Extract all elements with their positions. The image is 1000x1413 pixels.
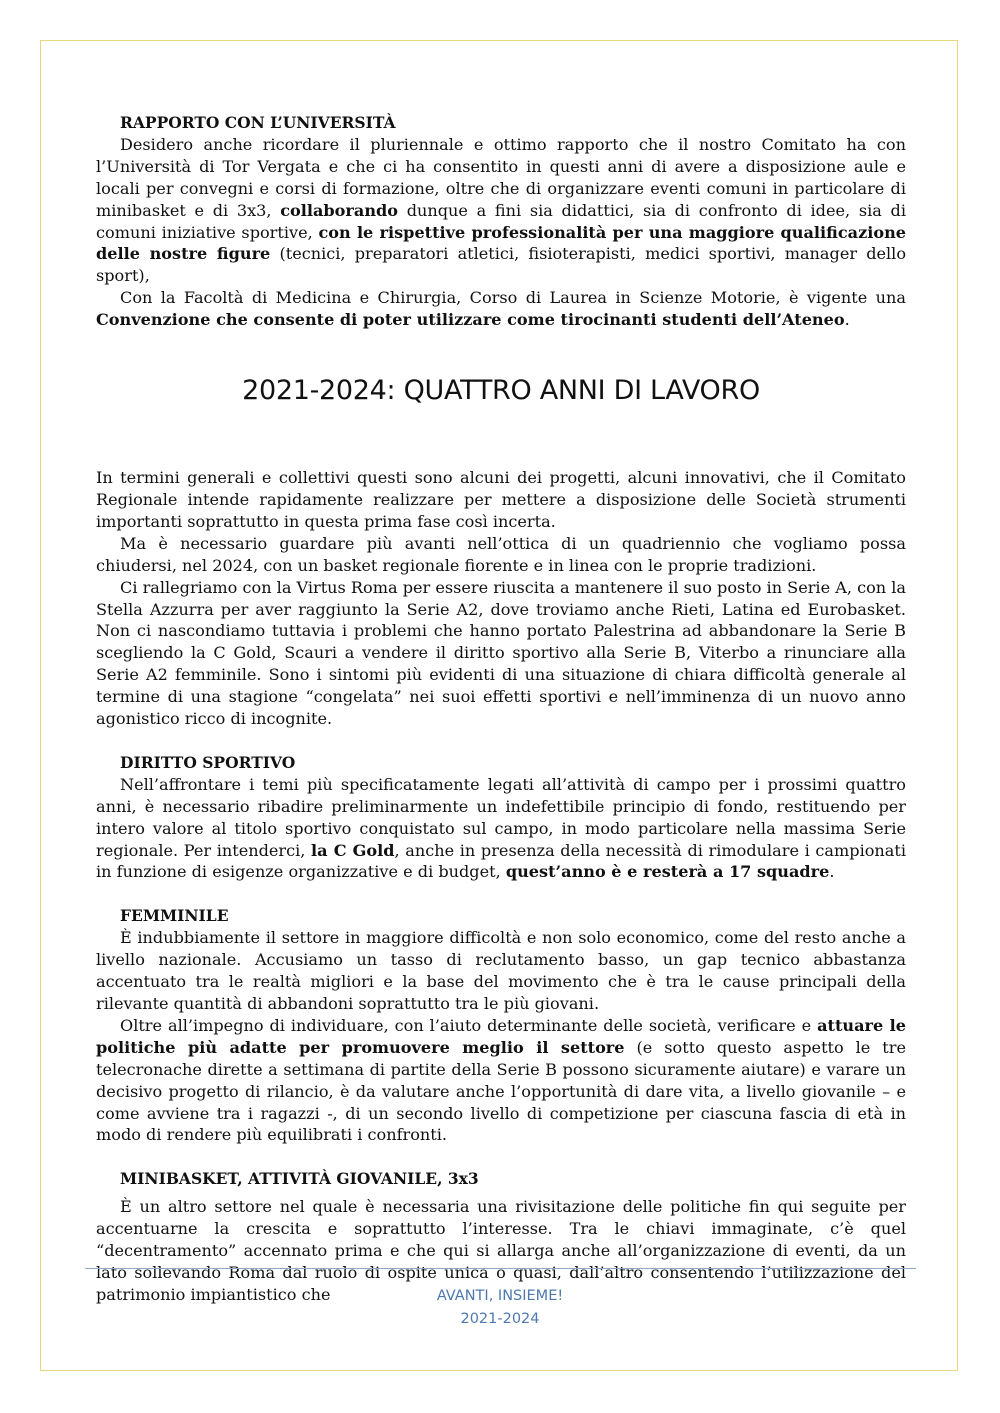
text-run: . xyxy=(844,310,850,330)
heading-diritto: DIRITTO SPORTIVO xyxy=(120,752,296,772)
bold-text-run: quest’anno è e resterà a 17 squadre xyxy=(505,862,830,882)
document-body xyxy=(96,112,906,1306)
text-run: (e sotto questo aspetto le tre telecronache dirette a settimana di partite della Serie B possono sicuramente aiutare) e varare un decisivo progetto di rilancio, è da valutare anche l’opportunità di dare vita, a livello giovanile – e come avviene tra i ragazzi -, di un secondo livello di competizione per ciascuna fascia di età in modo di rendere più equilibrati i confronti. xyxy=(96,1037,906,1145)
footer-years: 2021-2024 xyxy=(460,1311,540,1327)
section-title: 2021-2024: QUATTRO ANNI DI LAVORO xyxy=(242,375,760,407)
text-run: . xyxy=(829,862,835,882)
text-run: , anche in presenza della necessità di rimodulare i campionati in funzione di esigenze organizzative e di budget, xyxy=(96,840,906,882)
bold-text-run: con le rispettive professionalità per una maggiore qualificazione delle nostre figure xyxy=(96,222,907,264)
heading-universita: RAPPORTO CON L’UNIVERSITÀ xyxy=(120,113,396,132)
bold-text-run: collaborando xyxy=(280,200,399,220)
text-run: dunque a fini sia didattici, sia di confronto di idee, sia di comuni iniziative sportive, xyxy=(96,200,906,242)
text-run: (tecnici, preparatori atletici, fisioterapisti, medici sportivi, manager dello sport), xyxy=(96,244,907,286)
paragraph-intro-3: Ci rallegriamo con la Virtus Roma per essere riuscita a mantenere il suo posto in Serie A, con la Stella Azzurra per aver raggiunto la Serie A2, dove troviamo anche Rieti, Latina ed Eurobasket. Non ci nascondiamo tuttavia i problemi che hanno portato Palestrina ad abbandonare la Serie B scegliendo la C Gold, Scauri a vendere il diritto sportivo alla Serie B, Viterbo a rinunciare alla Serie A2 femminile. Sono i sintomi più evidenti di una situazione di chiara difficoltà generale al termine di una stagione “congelata” nei suoi effetti sportivi e nell’imminenza di un nuovo anno agonistico ricco di incognite. xyxy=(96,577,906,729)
paragraph-universita-2 xyxy=(96,287,906,331)
paragraph-femminile-2 xyxy=(96,1015,906,1146)
paragraph-intro-2: Ma è necessario guardare più avanti nell’ottica di un quadriennio che vogliamo possa chiudersi, nel 2024, con un basket regionale fiorente e in linea con le proprie tradizioni. xyxy=(96,533,906,575)
paragraph-diritto-1 xyxy=(96,774,906,884)
heading-femminile: FEMMINILE xyxy=(120,906,229,926)
heading-minibasket: MINIBASKET, ATTIVITÀ GIOVANILE, 3x3 xyxy=(120,1169,479,1189)
paragraph-minibasket-1: È un altro settore nel quale è necessaria una rivisitazione delle politiche fin qui seguite per accentuarne la crescita e soprattutto l’interesse. Tra le chiavi immaginate, c’è quel “decentramento” accennato prima e che qui si allarga anche all’organizzazione di eventi, da un lato sollevando Roma dal ruolo di ospite unica o quasi, dall’altro consentendo l’utilizzazione del patrimonio impiantistico che xyxy=(96,1197,906,1304)
bold-text-run: attuare le politiche più adatte per promuovere meglio il settore xyxy=(96,1015,907,1057)
text-run: Nell’affrontare i temi più specificatamente legati all’attività di campo per i prossimi quattro anni, è necessario ribadire preliminarmente un indefettibile principio di fondo, restituendo per intero valore al titolo sportivo conquistato sul campo, in modo particolare nella massima Serie regionale. Per intenderci, xyxy=(96,774,906,860)
text-run: Desidero anche ricordare il pluriennale e ottimo rapporto che il nostro Comitato ha con l’Università di Tor Vergata e che ci ha consentito in questi anni di avere a disposizione aule e locali per convegni e corsi di formazione, oltre che di organizzare eventi comuni in particolare di minibasket e di 3x3, xyxy=(96,134,906,220)
paragraph-femminile-1: È indubbiamente il settore in maggiore difficoltà e non solo economico, come del resto anche a livello nazionale. Accusiamo un tasso di reclutamento basso, un gap tecnico abbastanza accentuato tra le realtà migliori e la base del movimento che è tra le cause principali della rilevante quantità di abbandoni soprattutto tra le più giovani. xyxy=(96,928,906,1013)
footer-divider xyxy=(85,1268,916,1269)
bold-text-run: la C Gold xyxy=(311,840,395,860)
paragraph-universita-1 xyxy=(96,134,906,287)
footer-slogan: AVANTI, INSIEME! xyxy=(436,1288,564,1304)
text-run: Oltre all’impegno di individuare, con l’aiuto determinante delle società, verificare e xyxy=(120,1015,818,1035)
text-run: Con la Facoltà di Medicina e Chirurgia, Corso di Laurea in Scienze Motorie, è vigente una xyxy=(120,288,906,308)
paragraph-intro-1: In termini generali e collettivi questi sono alcuni dei progetti, alcuni innovativi, che il Comitato Regionale intende rapidamente realizzare per mettere a disposizione delle Società strumenti importanti soprattutto in questa prima fase così incerta. xyxy=(96,468,906,531)
bold-text-run: Convenzione che consente di poter utilizzare come tirocinanti studenti dell’Ateneo xyxy=(96,310,845,330)
page-footer xyxy=(0,1285,1000,1331)
